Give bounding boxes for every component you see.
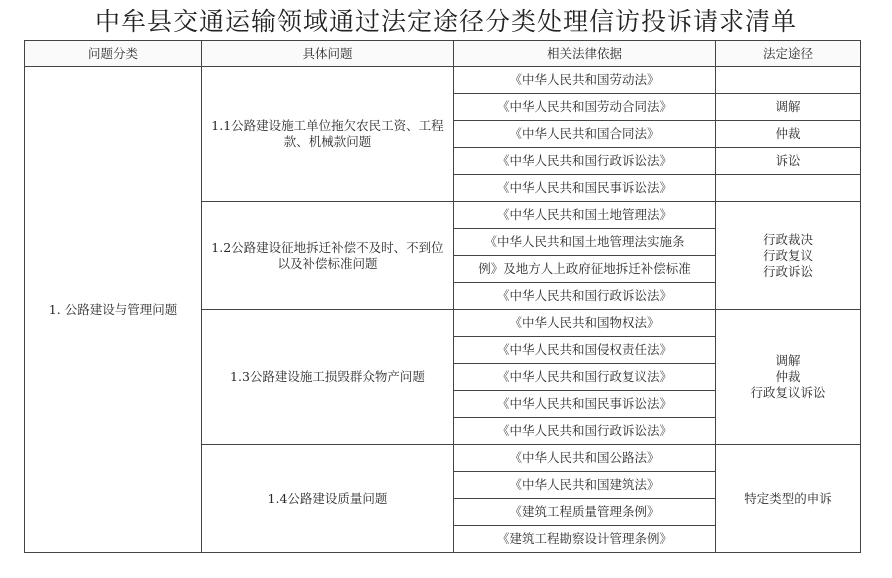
header-legal-route: 法定途径	[716, 41, 861, 67]
law-cell: 《中华人民共和国行政复议法》	[454, 364, 716, 391]
route-cell: 调解	[716, 94, 861, 121]
route-line: 仲裁	[775, 369, 801, 384]
table-header-row	[25, 41, 861, 67]
issue-cell: 1.4公路建设质量问题	[202, 445, 454, 553]
header-legal-basis: 相关法律依据	[454, 41, 716, 67]
law-cell: 《中华人民共和国行政诉讼法》	[454, 418, 716, 445]
page-title: 中牟县交通运输领域通过法定途径分类处理信访投诉请求清单	[94, 7, 797, 36]
header-issue: 具体问题	[202, 41, 454, 67]
issue-cell: 1.1公路建设施工单位拖欠农民工资、工程款、机械款问题	[202, 67, 454, 202]
law-cell: 《中华人民共和国劳动法》	[454, 67, 716, 94]
law-cell: 《中华人民共和国行政诉讼法》	[454, 148, 716, 175]
law-cell: 《中华人民共和国公路法》	[454, 445, 716, 472]
route-line: 调解	[775, 353, 801, 368]
law-cell: 《中华人民共和国合同法》	[454, 121, 716, 148]
law-cell: 例》及地方人上政府征地拆迁补偿标准	[454, 256, 716, 283]
law-cell: 《中华人民共和国物权法》	[454, 310, 716, 337]
law-cell: 《中华人民共和国民事诉讼法》	[454, 175, 716, 202]
issue-cell: 1.3公路建设施工损毁群众物产问题	[202, 310, 454, 445]
route-cell: 特定类型的申诉	[716, 445, 861, 553]
law-cell: 《中华人民共和国土地管理法实施条	[454, 229, 716, 256]
route-line: 行政裁决	[762, 231, 813, 247]
law-cell: 《中华人民共和国劳动合同法》	[454, 94, 716, 121]
table-row	[25, 67, 861, 94]
law-cell: 《中华人民共和国侵权责任法》	[454, 337, 716, 364]
complaint-handling-table	[24, 40, 861, 553]
route-cell	[716, 67, 861, 94]
law-cell: 《建筑工程勘察设计管理条例》	[454, 526, 716, 553]
route-cell	[716, 310, 861, 445]
law-cell: 《建筑工程质量管理条例》	[454, 499, 716, 526]
issue-cell: 1.2公路建设征地拆迁补偿不及时、不到位以及补偿标准问题	[202, 202, 454, 310]
law-cell: 《中华人民共和国土地管理法》	[454, 202, 716, 229]
header-category: 问题分类	[25, 41, 202, 67]
route-cell: 诉讼	[716, 148, 861, 175]
route-line: 行政复议诉讼	[750, 385, 826, 400]
category-cell: 1. 公路建设与管理问题	[25, 67, 202, 553]
route-cell: 仲裁	[716, 121, 861, 148]
law-cell: 《中华人民共和国建筑法》	[454, 472, 716, 499]
route-cell	[716, 175, 861, 202]
route-line: 行政诉讼	[762, 263, 813, 279]
law-cell: 《中华人民共和国行政诉讼法》	[454, 283, 716, 310]
route-cell	[716, 202, 861, 310]
law-cell: 《中华人民共和国民事诉讼法》	[454, 391, 716, 418]
route-line: 行政复议	[762, 247, 813, 263]
